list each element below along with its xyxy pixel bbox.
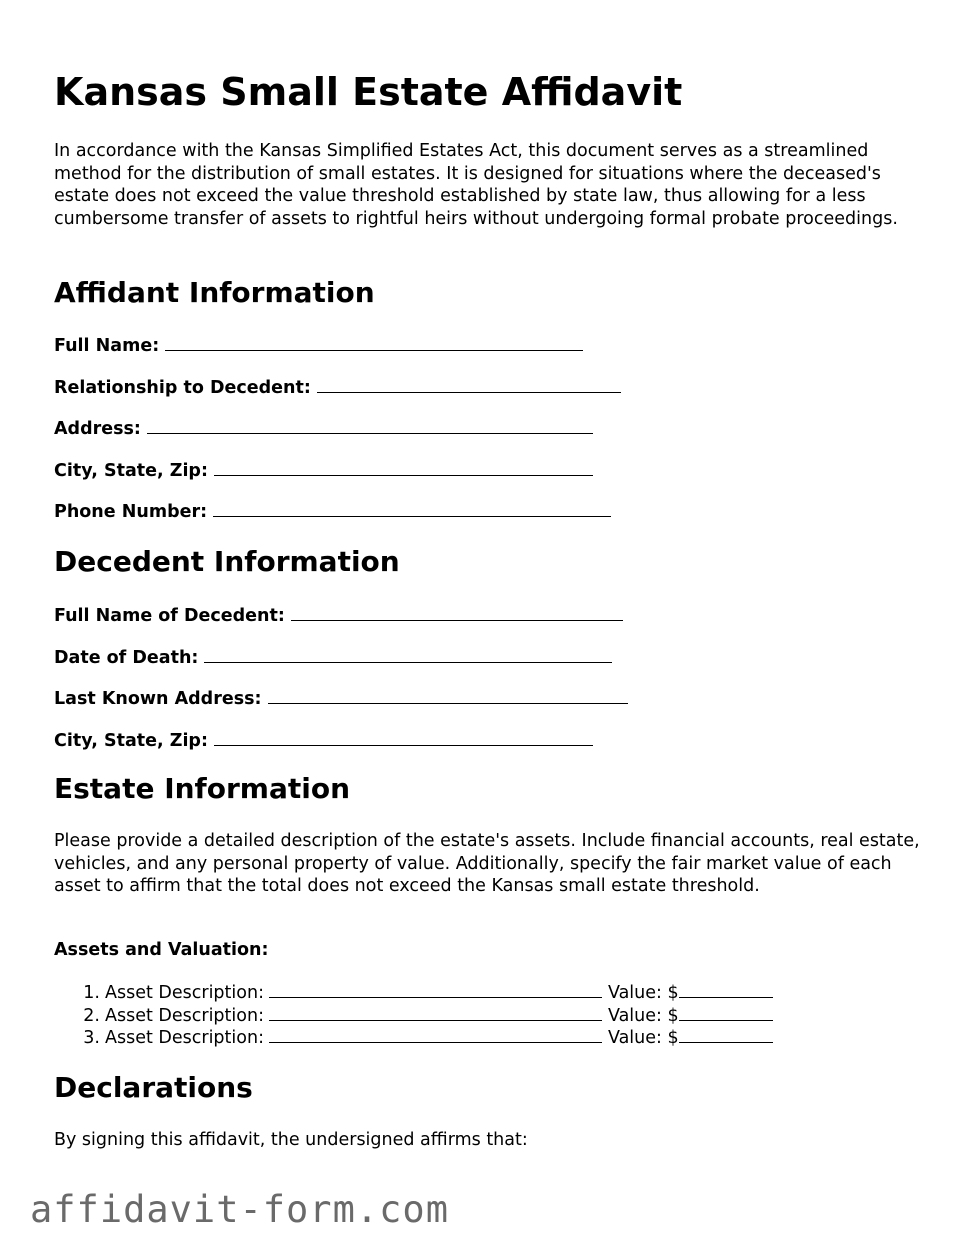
affiant-address-line[interactable] <box>147 416 593 434</box>
affiant-city-state-zip-field[interactable] <box>54 458 593 482</box>
list-item <box>76 980 773 1003</box>
list-item <box>76 1003 773 1026</box>
asset-description-label: Asset Description: <box>105 1028 264 1049</box>
affiant-relationship-line[interactable] <box>317 375 621 393</box>
asset-number: 2. <box>83 1005 100 1026</box>
estate-description: Please provide a detailed description of the estate's assets. Include financial accounts, real estate, vehicles, and any personal property of value. Additionally, specify the fair market value of each asset to affirm that the total does not exceed the Kansas small estate threshold. <box>54 831 920 897</box>
asset-description-line[interactable] <box>269 1003 602 1021</box>
asset-description-line[interactable] <box>269 1025 602 1043</box>
declarations-heading: Declarations <box>54 1071 253 1104</box>
asset-value-label: Value: $ <box>607 1005 679 1026</box>
intro-paragraph: In accordance with the Kansas Simplified Estates Act, this document serves as a streamlined method for the distribution of small estates. It is designed for situations where the deceased's estate does not exceed the value threshold established by state law, thus allowing for a less cumbersome transfer of assets to rightful heirs without undergoing formal probate proceedings. <box>54 141 898 229</box>
assets-list <box>76 980 773 1048</box>
decedent-city-state-zip-field[interactable] <box>54 728 593 752</box>
decedent-full-name-field[interactable] <box>54 603 623 627</box>
affiant-phone-field[interactable] <box>54 499 611 523</box>
asset-description-line[interactable] <box>269 980 602 998</box>
decedent-last-address-line[interactable] <box>268 686 628 704</box>
list-item <box>76 1025 773 1048</box>
decedent-date-of-death-line[interactable] <box>204 645 612 663</box>
asset-description-label: Asset Description: <box>105 1005 264 1026</box>
decedent-heading: Decedent Information <box>54 545 400 578</box>
asset-number: 1. <box>83 983 100 1003</box>
asset-value-label: Value: $ <box>607 983 679 1003</box>
asset-number: 3. <box>83 1028 100 1049</box>
affiant-address-field[interactable] <box>54 416 593 440</box>
decedent-date-of-death-label: Date of Death: <box>54 648 199 668</box>
affiant-full-name-line[interactable] <box>165 333 583 351</box>
decedent-full-name-label: Full Name of Decedent: <box>54 606 285 626</box>
decedent-last-address-field[interactable] <box>54 686 628 710</box>
affiant-city-state-zip-label: City, State, Zip: <box>54 461 208 481</box>
affiant-relationship-label: Relationship to Decedent: <box>54 378 311 398</box>
decedent-city-state-zip-line[interactable] <box>214 728 593 746</box>
affiant-full-name-field[interactable] <box>54 333 583 357</box>
affiant-relationship-field[interactable] <box>54 375 621 399</box>
watermark: affidavit-form.com <box>30 1188 449 1231</box>
asset-value-line[interactable] <box>679 1025 773 1043</box>
affiant-phone-line[interactable] <box>213 499 611 517</box>
affiant-address-label: Address: <box>54 419 141 439</box>
decedent-last-address-label: Last Known Address: <box>54 689 262 709</box>
declarations-text: By signing this affidavit, the undersigned affirms that: <box>54 1130 528 1150</box>
affiant-phone-label: Phone Number: <box>54 502 208 522</box>
asset-value-line[interactable] <box>679 1003 773 1021</box>
affiant-heading: Affidant Information <box>54 276 375 309</box>
asset-value-line[interactable] <box>679 980 773 998</box>
affiant-full-name-label: Full Name: <box>54 336 160 356</box>
affiant-city-state-zip-line[interactable] <box>214 458 593 476</box>
asset-value-label: Value: $ <box>607 1028 679 1049</box>
decedent-full-name-line[interactable] <box>291 603 623 621</box>
page-title: Kansas Small Estate Affidavit <box>54 70 683 114</box>
decedent-date-of-death-field[interactable] <box>54 645 612 669</box>
asset-description-label: Asset Description: <box>105 983 264 1003</box>
estate-heading: Estate Information <box>54 772 350 805</box>
assets-label: Assets and Valuation: <box>54 940 269 960</box>
decedent-city-state-zip-label: City, State, Zip: <box>54 731 208 751</box>
